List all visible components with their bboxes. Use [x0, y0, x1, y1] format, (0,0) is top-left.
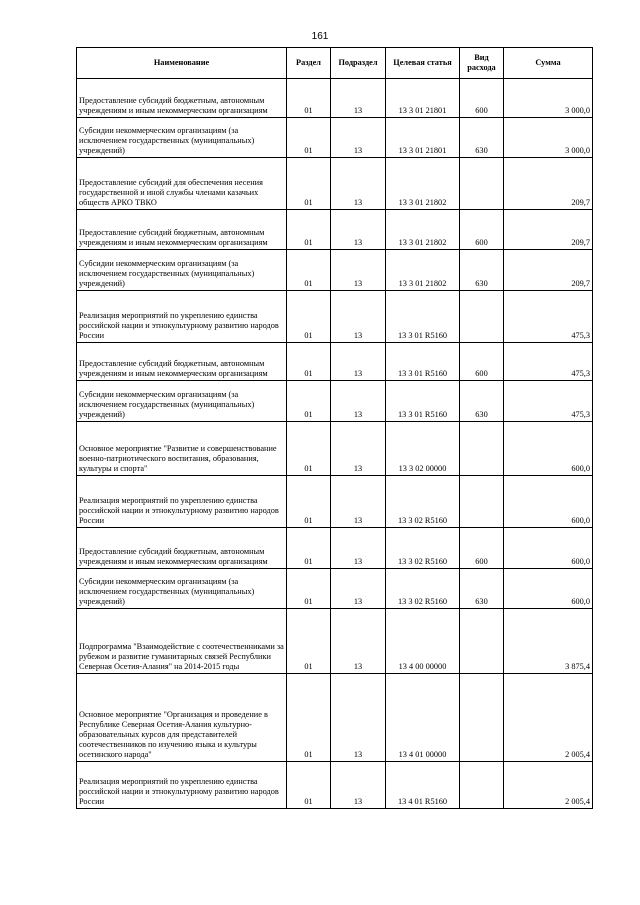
cell-vid — [460, 422, 504, 476]
table-row — [77, 569, 593, 609]
cell-statya: 13 3 02 R5160 — [386, 569, 460, 609]
cell-razdel: 01 — [287, 762, 331, 809]
cell-summa: 600,0 — [504, 569, 593, 609]
cell-vid: 600 — [460, 343, 504, 381]
cell-summa: 3 000,0 — [504, 79, 593, 118]
cell-vid: 600 — [460, 210, 504, 250]
cell-summa: 600,0 — [504, 528, 593, 569]
cell-summa: 209,7 — [504, 210, 593, 250]
cell-summa: 209,7 — [504, 250, 593, 291]
cell-summa: 475,3 — [504, 381, 593, 422]
col-header-name: Наименование — [77, 48, 287, 79]
table-row — [77, 528, 593, 569]
cell-summa: 2 005,4 — [504, 674, 593, 762]
table-header-row — [77, 48, 593, 79]
cell-podrazdel: 13 — [331, 118, 386, 158]
cell-vid — [460, 158, 504, 210]
cell-name: Предоставление субсидий бюджетным, автономным учреждениям и иным некоммерческим организациям — [77, 343, 287, 381]
cell-podrazdel: 13 — [331, 674, 386, 762]
cell-name: Субсидии некоммерческим организациям (за исключением государственных (муниципальных) учреждений) — [77, 118, 287, 158]
cell-statya: 13 4 01 R5160 — [386, 762, 460, 809]
cell-name: Реализация мероприятий по укреплению единства российской нации и этнокультурному развитию народов России — [77, 291, 287, 343]
cell-razdel: 01 — [287, 250, 331, 291]
cell-podrazdel: 13 — [331, 381, 386, 422]
cell-razdel: 01 — [287, 343, 331, 381]
table-row — [77, 79, 593, 118]
col-header-summa: Сумма — [504, 48, 593, 79]
cell-name: Реализация мероприятий по укреплению единства российской нации и этнокультурному развитию народов России — [77, 762, 287, 809]
cell-statya: 13 4 00 00000 — [386, 609, 460, 674]
cell-razdel: 01 — [287, 291, 331, 343]
cell-podrazdel: 13 — [331, 291, 386, 343]
cell-vid — [460, 609, 504, 674]
cell-razdel: 01 — [287, 569, 331, 609]
cell-vid: 630 — [460, 250, 504, 291]
cell-summa: 600,0 — [504, 476, 593, 528]
cell-vid — [460, 476, 504, 528]
cell-name: Основное мероприятие "Развитие и совершенствование военно-патриотического воспитания, образования, культуры и спорта" — [77, 422, 287, 476]
table-row — [77, 291, 593, 343]
cell-name: Реализация мероприятий по укреплению единства российской нации и этнокультурному развитию народов России — [77, 476, 287, 528]
col-header-statya: Целевая статья — [386, 48, 460, 79]
cell-statya: 13 3 01 R5160 — [386, 291, 460, 343]
table-row — [77, 118, 593, 158]
cell-summa: 600,0 — [504, 422, 593, 476]
cell-vid: 630 — [460, 381, 504, 422]
cell-vid: 600 — [460, 79, 504, 118]
cell-summa: 3 875,4 — [504, 609, 593, 674]
table-row — [77, 422, 593, 476]
col-header-razdel: Раздел — [287, 48, 331, 79]
cell-razdel: 01 — [287, 674, 331, 762]
cell-statya: 13 4 01 00000 — [386, 674, 460, 762]
cell-statya: 13 3 02 R5160 — [386, 476, 460, 528]
col-header-vid: Вид расхода — [460, 48, 504, 79]
col-header-podrazdel: Подраздел — [331, 48, 386, 79]
cell-podrazdel: 13 — [331, 609, 386, 674]
cell-name: Предоставление субсидий бюджетным, автономным учреждениям и иным некоммерческим организациям — [77, 528, 287, 569]
cell-vid — [460, 762, 504, 809]
cell-summa: 475,3 — [504, 343, 593, 381]
cell-name: Субсидии некоммерческим организациям (за исключением государственных (муниципальных) учреждений) — [77, 250, 287, 291]
table-row — [77, 762, 593, 809]
cell-name: Предоставление субсидий бюджетным, автономным учреждениям и иным некоммерческим организациям — [77, 79, 287, 118]
cell-podrazdel: 13 — [331, 476, 386, 528]
page-number: 161 — [311, 31, 329, 42]
cell-vid: 600 — [460, 528, 504, 569]
cell-name: Основное мероприятие "Организация и проведение в Республике Северная Осетия-Алания культурно-образовательных курсов для представителей соотечественников по изучению языка и культуры осетинского народа" — [77, 674, 287, 762]
cell-vid: 630 — [460, 118, 504, 158]
cell-razdel: 01 — [287, 158, 331, 210]
budget-table — [76, 47, 593, 809]
cell-razdel: 01 — [287, 476, 331, 528]
cell-statya: 13 3 01 21802 — [386, 250, 460, 291]
cell-razdel: 01 — [287, 381, 331, 422]
cell-summa: 3 000,0 — [504, 118, 593, 158]
cell-vid: 630 — [460, 569, 504, 609]
cell-razdel: 01 — [287, 118, 331, 158]
cell-podrazdel: 13 — [331, 250, 386, 291]
table-row — [77, 609, 593, 674]
cell-vid — [460, 291, 504, 343]
cell-razdel: 01 — [287, 79, 331, 118]
table-row — [77, 158, 593, 210]
cell-name: Субсидии некоммерческим организациям (за исключением государственных (муниципальных) учреждений) — [77, 381, 287, 422]
table-row — [77, 343, 593, 381]
cell-summa: 475,3 — [504, 291, 593, 343]
cell-vid — [460, 674, 504, 762]
cell-summa: 2 005,4 — [504, 762, 593, 809]
cell-name: Субсидии некоммерческим организациям (за исключением государственных (муниципальных) учреждений) — [77, 569, 287, 609]
table-row — [77, 250, 593, 291]
cell-podrazdel: 13 — [331, 422, 386, 476]
cell-podrazdel: 13 — [331, 528, 386, 569]
cell-statya: 13 3 02 R5160 — [386, 528, 460, 569]
cell-podrazdel: 13 — [331, 569, 386, 609]
cell-statya: 13 3 01 21802 — [386, 158, 460, 210]
cell-statya: 13 3 01 21802 — [386, 210, 460, 250]
cell-razdel: 01 — [287, 422, 331, 476]
cell-statya: 13 3 01 21801 — [386, 79, 460, 118]
cell-name: Предоставление субсидий бюджетным, автономным учреждениям и иным некоммерческим организациям — [77, 210, 287, 250]
cell-summa: 209,7 — [504, 158, 593, 210]
cell-statya: 13 3 02 00000 — [386, 422, 460, 476]
cell-podrazdel: 13 — [331, 79, 386, 118]
cell-razdel: 01 — [287, 609, 331, 674]
cell-name: Предоставление субсидий для обеспечения несения государственной и иной службы членами казачьих обществ АРКО ТВКО — [77, 158, 287, 210]
cell-razdel: 01 — [287, 210, 331, 250]
cell-statya: 13 3 01 R5160 — [386, 381, 460, 422]
table-row — [77, 674, 593, 762]
cell-podrazdel: 13 — [331, 762, 386, 809]
cell-name: Подпрограмма "Взаимодействие с соотечественниками за рубежом и развитие гуманитарных связей Республики Северная Осетия-Алания" на 2014-2015 годы — [77, 609, 287, 674]
cell-statya: 13 3 01 21801 — [386, 118, 460, 158]
cell-podrazdel: 13 — [331, 210, 386, 250]
table-row — [77, 476, 593, 528]
cell-statya: 13 3 01 R5160 — [386, 343, 460, 381]
cell-podrazdel: 13 — [331, 158, 386, 210]
cell-podrazdel: 13 — [331, 343, 386, 381]
table-row — [77, 210, 593, 250]
cell-razdel: 01 — [287, 528, 331, 569]
table-row — [77, 381, 593, 422]
